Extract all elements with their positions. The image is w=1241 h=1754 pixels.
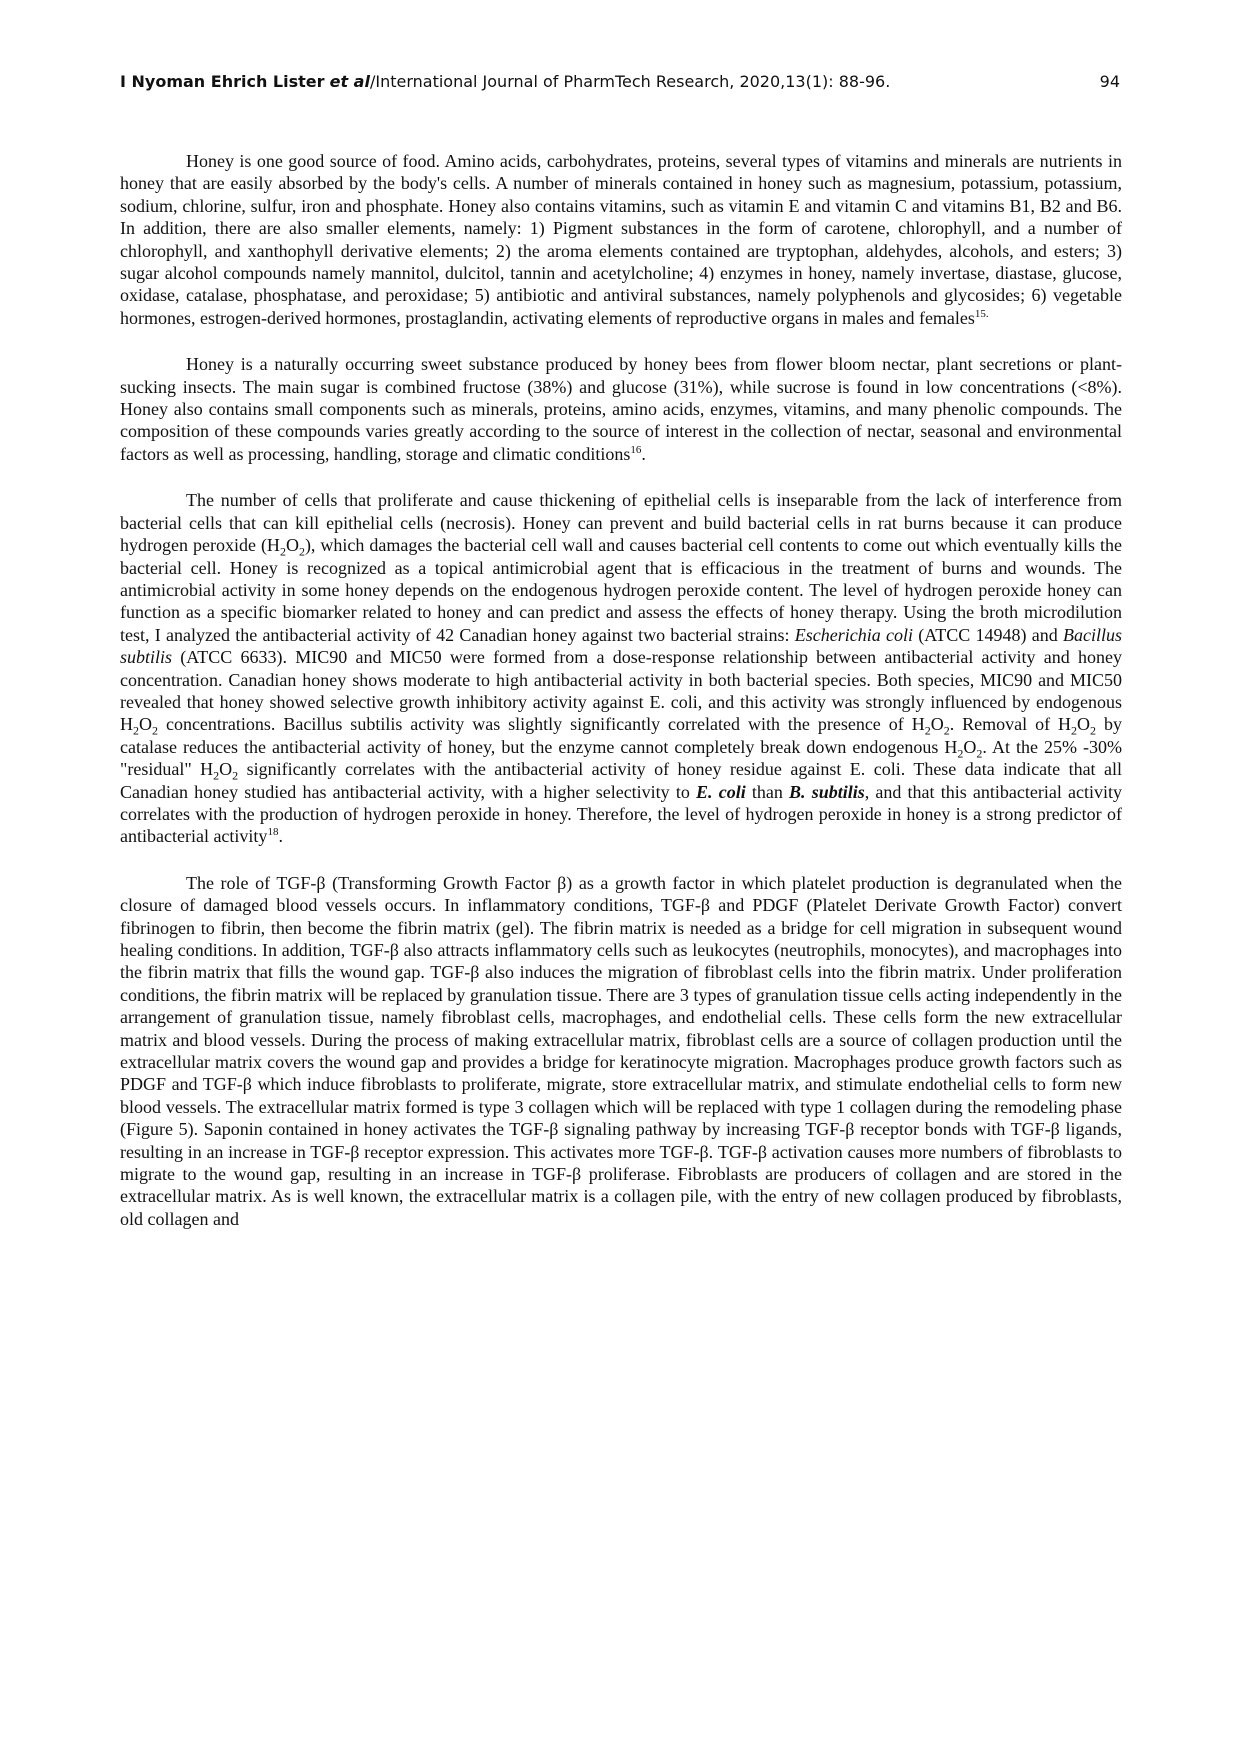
subscript: 2: [957, 746, 964, 761]
paragraph-3-text: significantly correlates with the antibacterial activity of honey residue against E. coli. These data indicate that all Canadian honey studied has antibacterial activity, with a higher selectivity to: [120, 759, 1122, 802]
running-header: [120, 72, 1120, 102]
species-name: Bacillus subtilis: [120, 624, 1122, 668]
paragraph-3-text: concentrations. Bacillus subtilis activity was slightly significantly correlated with the presence of H: [158, 714, 925, 735]
paragraph-3-text: . At the 25% -30% "residual" H: [120, 736, 1122, 780]
paragraph-3-text: O: [139, 714, 152, 735]
paragraph-3: [120, 489, 1122, 848]
paragraph-3-text: O: [963, 736, 977, 757]
species-name: B. subtilis: [789, 781, 865, 802]
header-citation: [120, 72, 890, 91]
subscript: 2: [279, 544, 286, 559]
subscript: 2: [924, 723, 931, 738]
header-etal: et al: [329, 72, 370, 91]
citation-15: 15.: [974, 307, 989, 320]
paragraph-3-text: ), which damages the bacterial cell wall and causes bacterial cell contents to come out which eventually kills the bacterial cell. Honey is recognized as a topical antimicrobial agent that is efficacious in the treatment of burns and wounds. The antimicrobial activity in some honey depends on the endogenous hydrogen peroxide content. The level of hydrogen peroxide honey can function as a specific biomarker related to honey and can predict and assess the effects of honey therapy. Using the broth microdilution test, I analyzed the antibacterial activity of 42 Canadian honey against two bacterial strains:: [120, 535, 1122, 645]
paragraph-1: [120, 150, 1122, 329]
paragraph-4-text: The role of TGF-β (Transforming Growth Factor β) as a growth factor in which platelet production is degranulated when the closure of damaged blood vessels occurs. In inflammatory conditions, TGF-β and PDGF (Platelet Derivate Growth Factor) convert fibrinogen to fibrin, then become the fibrin matrix (gel). The fibrin matrix is needed as a bridge for cell migration in subsequent wound healing conditions. In addition, TGF-β also attracts inflammatory cells such as leukocytes (neutrophils, monocytes), and macrophages into the fibrin matrix that fills the wound gap. TGF-β also induces the migration of fibroblast cells into the fibrin matrix. Under proliferation conditions, the fibrin matrix will be replaced by granulation tissue. There are 3 types of granulation tissue cells acting independently in the arrangement of granulation tissue, namely fibroblast cells, macrophages, and endothelial cells. These cells form the new extracellular matrix and blood vessels. During the process of making extracellular matrix, fibroblast cells are a source of collagen production until the extracellular matrix covers the wound gap and provides a bridge for keratinocyte migration. Macrophages produce growth factors such as PDGF and TGF-β which induce fibroblasts to proliferate, migrate, store extracellular matrix, and stimulate endothelial cells to form new blood vessels. The extracellular matrix formed is type 3 collagen which will be replaced with type 1 collagen during the remodeling phase (Figure 5). Saponin contained in honey activates the TGF-β signaling pathway by increasing TGF-β receptor bonds with TGF-β ligands, resulting in an increase in TGF-β receptor expression. This activates more TGF-β. TGF-β activation causes more numbers of fibroblasts to migrate to the wound gap, resulting in an increase in TGF-β proliferase. Fibroblasts are producers of collagen and are stored in the extracellular matrix. As is well known, the extracellular matrix is a collagen pile, with the entry of new collagen produced by fibroblasts, old collagen and: [120, 872, 1122, 1229]
subscript: 2: [232, 768, 239, 783]
paragraph-2-text: Honey is a naturally occurring sweet substance produced by honey bees from flower bloom nectar, plant secretions or plant-sucking insects. The main sugar is combined fructose (38%) and glucose (31%), while sucrose is found in low concentrations (<8%). Honey also contains small components such as minerals, proteins, amino acids, enzymes, vitamins, and many phenolic compounds. The composition of these compounds varies greatly according to the source of interest in the collection of nectar, seasonal and environmental factors as well as processing, handling, storage and climatic conditions: [120, 354, 1122, 464]
subscript: 2: [976, 746, 983, 761]
paragraph-3-text: O: [1077, 714, 1091, 735]
subscript: 2: [1090, 723, 1097, 738]
subscript: 2: [1071, 723, 1078, 738]
subscript: 2: [298, 544, 305, 559]
species-name: E. coli: [696, 781, 746, 802]
citation-16: 16: [630, 443, 642, 456]
page-number: 94: [1099, 72, 1120, 91]
citation-18: 18: [267, 826, 279, 839]
subscript: 2: [152, 723, 158, 738]
species-name: Escherichia coli: [794, 624, 913, 645]
paragraph-3-text: O: [285, 535, 299, 556]
paragraph-3-text: (ATCC 6633). MIC90 and MIC50 were formed from a dose-response relationship between antibacterial activity and honey concentration. Canadian honey shows moderate to high antibacterial activity in both bacterial species. Both species, MIC90 and MIC50 revealed that honey showed selective growth inhibitory activity against E. coli, and this activity was strongly influenced by endogenous H: [120, 647, 1122, 735]
paragraph-2-end: .: [641, 443, 646, 464]
paragraph-3-text: O: [930, 714, 944, 735]
paragraph-3-text: than: [745, 781, 790, 802]
paragraph-3-end: .: [278, 826, 283, 847]
header-authors: I Nyoman Ehrich Lister: [120, 72, 325, 91]
paragraph-2: [120, 353, 1122, 465]
paragraph-3-text: (ATCC 14948) and: [913, 624, 1063, 645]
subscript: 2: [213, 768, 220, 783]
paragraph-1-text: Honey is one good source of food. Amino acids, carbohydrates, proteins, several types of vitamins and minerals are nutrients in honey that are easily absorbed by the body's cells. A number of minerals contained in honey such as magnesium, potassium, potassium, sodium, chlorine, sulfur, iron and phosphate. Honey also contains vitamins, such as vitamin E and vitamin C and vitamins B1, B2 and B6. In addition, there are also smaller elements, namely: 1) Pigment substances in the form of carotene, chlorophyll, and a number of chlorophyll, and xanthophyll derivative elements; 2) the aroma elements contained are tryptophan, aldehydes, alcohols, and esters; 3) sugar alcohol compounds namely mannitol, dulcitol, tannin and acetylcholine; 4) enzymes in honey, namely invertase, diastase, glucose, oxidase, catalase, phosphatase, and peroxidase; 5) antibiotic and antiviral substances, namely polyphenols and glycosides; 6) vegetable hormones, estrogen-derived hormones, prostaglandin, activating elements of reproductive organs in males and females: [120, 151, 1122, 328]
paragraph-3-text: The number of cells that proliferate and cause thickening of epithelial cells is inseparable from the lack of interference from bacterial cells that can kill epithelial cells (necrosis). Honey can prevent and build bacterial cells in rat burns because it can produce hydrogen peroxide (H: [120, 490, 1122, 556]
paragraph-4: [120, 872, 1122, 1231]
paragraph-3-text: , and that this antibacterial activity correlates with the production of hydrogen peroxide in honey. Therefore, the level of hydrogen peroxide in honey is a strong predictor of antibacterial activity: [120, 781, 1122, 847]
body-text: [120, 150, 1122, 1254]
paragraph-3-text: . Removal of H: [949, 714, 1072, 735]
subscript: 2: [133, 723, 139, 738]
paragraph-3-text: O: [219, 759, 233, 780]
paragraph-3-text: by catalase reduces the antibacterial activity of honey, but the enzyme cannot completely break down endogenous H: [120, 714, 1122, 757]
subscript: 2: [943, 723, 950, 738]
header-journal: /International Journal of PharmTech Research, 2020,13(1): 88-96.: [369, 72, 891, 91]
